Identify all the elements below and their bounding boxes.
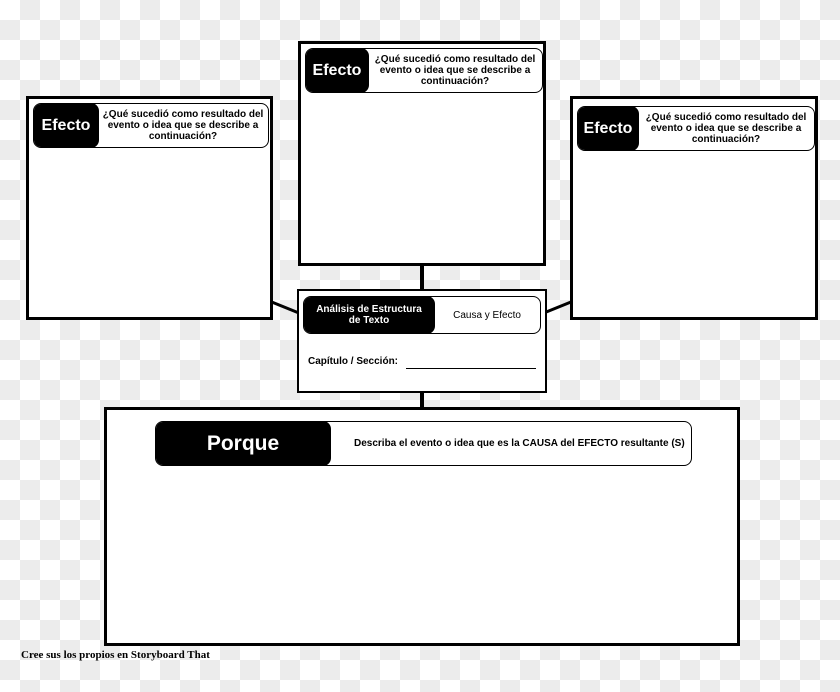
- cause-header: [155, 421, 692, 466]
- footer-credit: Cree sus los propios en Storyboard That: [21, 649, 210, 661]
- analysis-title: Análisis de Estructura de Texto: [303, 296, 435, 334]
- effect-box-right[interactable]: [570, 96, 818, 320]
- analysis-header: [303, 296, 541, 334]
- cause-description: Describa el evento o idea que es la CAUSA del EFECTO resultante (S): [354, 438, 685, 449]
- chapter-section-label: Capítulo / Sección:: [308, 356, 399, 367]
- effect-question: ¿Qué sucedió como resultado del evento o idea que se describe a continuación?: [374, 54, 536, 87]
- effect-header: [305, 48, 543, 93]
- effect-label: Efecto: [577, 106, 639, 151]
- cause-box[interactable]: [104, 407, 740, 646]
- effect-question: ¿Qué sucedió como resultado del evento o idea que se describe a continuación?: [102, 109, 264, 142]
- effect-label: Efecto: [305, 48, 369, 93]
- effect-label: Efecto: [33, 103, 99, 148]
- effect-header: [577, 106, 815, 151]
- analysis-box[interactable]: [297, 289, 547, 393]
- effect-question: ¿Qué sucedió como resultado del evento o idea que se describe a continuación?: [645, 112, 807, 145]
- effect-box-left[interactable]: [26, 96, 273, 320]
- effect-box-center[interactable]: [298, 41, 546, 266]
- effect-header: [33, 103, 269, 148]
- analysis-subtitle: Causa y Efecto: [453, 309, 521, 321]
- cause-label: Porque: [155, 421, 331, 466]
- connector-top: [420, 264, 424, 292]
- chapter-section-input[interactable]: [406, 368, 536, 369]
